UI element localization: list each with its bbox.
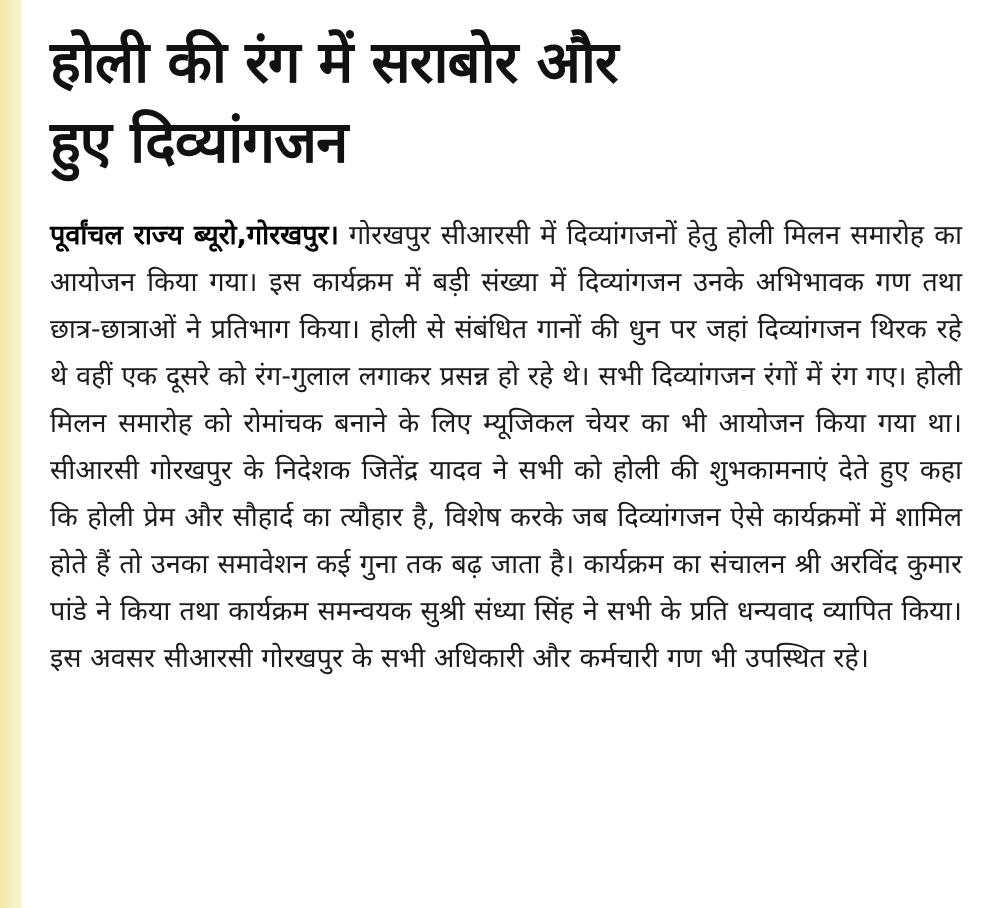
headline <box>50 22 970 182</box>
article-body <box>50 212 962 682</box>
byline: पूर्वांचल राज्य ब्यूरो,गोरखपुर। <box>50 220 339 251</box>
headline-line-1: होली की रंग में सराबोर और <box>50 28 618 96</box>
page-edge-strip <box>0 0 22 908</box>
article-text: गोरखपुर सीआरसी में दिव्यांगजनों हेतु होली मिलन समारोह का आयोजन किया गया। इस कार्यक्रम में बड़ी संख्या में दिव्यांगजन उनके अभिभावक गण तथा छात्र-छात्राओं ने प्रतिभाग किया। होली से संबंधित गानों की धुन पर जहां दिव्यांगजन थिरक रहे थे वहीं एक दूसरे को रंग-गुलाल लगाकर प्रसन्न हो रहे थे। सभी दिव्यांगजन रंगों में रंग गए। होली मिलन समारोह को रोमांचक बनाने के लिए म्यूजिकल चेयर का भी आयोजन किया गया था। सीआरसी गोरखपुर के निदेशक जितेंद्र यादव ने सभी को होली की शुभकामनाएं देते हुए कहा कि होली प्रेम और सौहार्द का त्यौहार है, विशेष करके जब दिव्यांगजन ऐसे कार्यक्रमों में शामिल होते हैं तो उनका समावेशन कई गुना तक बढ़ जाता है। कार्यक्रम का संचालन श्री अरविंद कुमार पांडे ने किया तथा कार्यक्रम समन्वयक सुश्री संध्या सिंह ने सभी के प्रति धन्यवाद व्यापित किया। इस अवसर सीआरसी गोरखपुर के सभी अधिकारी और कर्मचारी गण भी उपस्थित रहे। <box>50 220 962 674</box>
headline-line-2: हुए दिव्यांगजन <box>50 108 348 176</box>
